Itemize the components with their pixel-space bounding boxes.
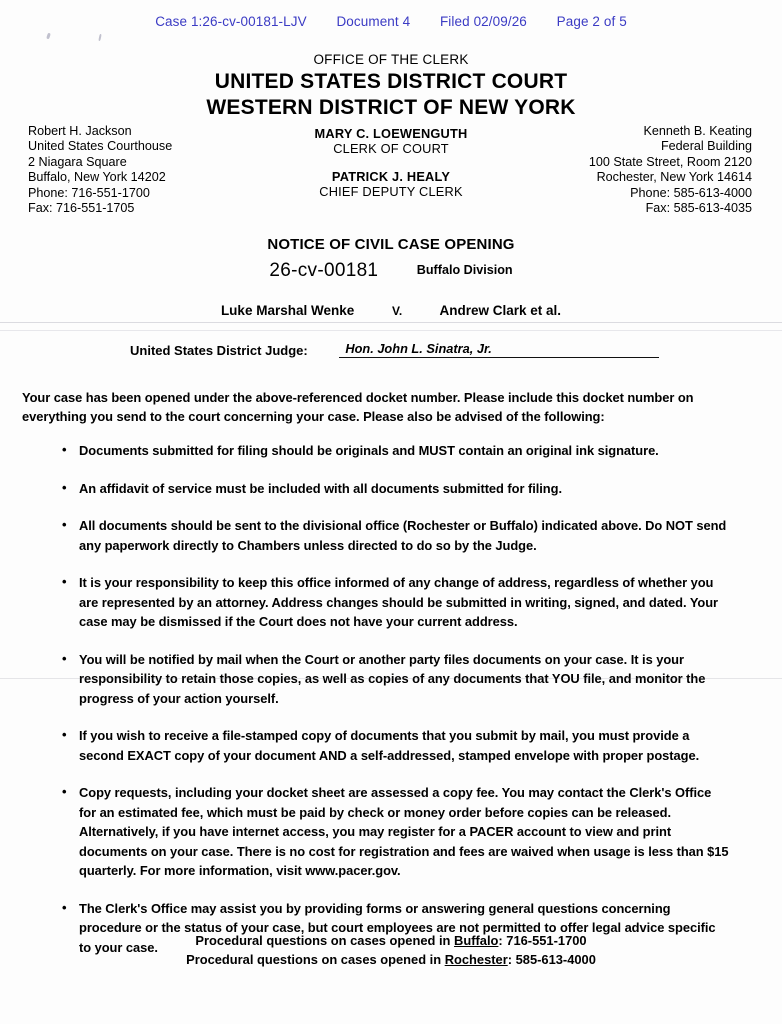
- footer-buffalo-suffix: : 716-551-1700: [498, 933, 587, 948]
- scan-artifact: [0, 678, 782, 679]
- list-item: • You will be notified by mail when the Court or another party files documents on your case. It is your responsibility to retain those copies, as well as copies of any documents that YOU file, and monitor the progress of your action yourself.: [62, 650, 730, 709]
- case-number: 26-cv-00181: [269, 260, 379, 281]
- ecf-header-stamp: [0, 14, 782, 29]
- list-item: • It is your responsibility to keep this office informed of any change of address, regardless of whether you are represented by an attorney. Address changes should be submitted in writing, signed, and dated. Your case may be dismissed if the Court does not have your current address.: [62, 573, 730, 632]
- list-item: • If you wish to receive a file-stamped copy of documents that you submit by mail, you must provide a second EXACT copy of your document AND a self-addressed, stamped envelope with proper postage.: [62, 726, 730, 765]
- buffalo-address-line-1: Robert H. Jackson: [28, 124, 132, 138]
- rochester-address-line-1: Kenneth B. Keating: [643, 124, 752, 138]
- judge-name: Hon. John L. Sinatra, Jr.: [345, 341, 492, 356]
- footer-buffalo-line: [0, 931, 782, 950]
- case-caption: [0, 303, 782, 318]
- list-item: • Documents submitted for filing should be originals and MUST contain an original ink signature.: [62, 441, 730, 461]
- rochester-address-line-2: Federal Building: [660, 139, 752, 154]
- footer-buffalo-prefix: Procedural questions on cases opened in: [195, 933, 455, 948]
- rochester-address-block: [589, 124, 752, 216]
- defendant-name: Andrew Clark et al.: [439, 303, 562, 318]
- clerk-name: MARY C. LOEWENGUTH: [314, 126, 468, 141]
- scan-artifact: [98, 34, 101, 41]
- judge-label: United States District Judge:: [130, 343, 308, 358]
- division-label: Buffalo Division: [416, 263, 513, 277]
- rochester-fax: Fax: 585-613-4035: [645, 201, 752, 216]
- court-name-line-1: UNITED STATES DISTRICT COURT: [214, 70, 568, 93]
- ecf-case-number: Case 1:26-cv-00181-LJV: [155, 14, 307, 29]
- footer-rochester-line: [0, 950, 782, 969]
- versus-label: V.: [392, 304, 403, 318]
- scan-artifact: [0, 322, 782, 323]
- buffalo-address-line-2: United States Courthouse: [28, 139, 173, 154]
- notice-title: NOTICE OF CIVIL CASE OPENING: [267, 236, 515, 253]
- instructions-list: [62, 441, 730, 975]
- rochester-address-line-3: 100 State Street, Room 2120: [588, 154, 752, 169]
- ecf-document-number: Document 4: [336, 14, 411, 29]
- footer-rochester-suffix: : 585-613-4000: [507, 952, 596, 967]
- footer-buffalo-city: Buffalo: [454, 933, 499, 948]
- buffalo-fax: Fax: 716-551-1705: [28, 201, 135, 216]
- judge-name-field: [339, 341, 659, 358]
- footer-rochester-prefix: Procedural questions on cases opened in: [186, 952, 445, 967]
- chief-deputy-clerk-title: CHIEF DEPUTY CLERK: [319, 184, 463, 199]
- intro-paragraph: Your case has been opened under the above-referenced docket number. Please include this docket number on everything you send to the court concerning your case. Please also be advised of the following:: [22, 390, 694, 424]
- rochester-phone: Phone: 585-613-4000: [630, 185, 752, 200]
- list-item: • Copy requests, including your docket sheet are assessed a copy fee. You may contact the Clerk's Office for an estimated fee, which must be paid by check or money order before copies can be released. Alternatively, if you have internet access, you may register for a PACER account to view and print documents on your case. There is no cost for registration and fees are waived when usage is less than $15 quarterly. For more information, visit www.pacer.gov.: [62, 783, 730, 881]
- buffalo-phone: Phone: 716-551-1700: [28, 185, 150, 200]
- scan-artifact: [0, 330, 782, 331]
- buffalo-address-line-3: 2 Niagara Square: [28, 154, 127, 169]
- list-item: • An affidavit of service must be included with all documents submitted for filing.: [62, 479, 730, 499]
- list-item: • The Clerk's Office may assist you by providing forms or answering general questions concerning procedure or the status of your case, but court employees are not permitted to offer legal advice specific to your case.: [62, 899, 730, 958]
- scan-artifact: [46, 33, 51, 40]
- case-number-row: [0, 260, 782, 282]
- assigned-judge-row: [130, 341, 660, 358]
- court-heading: [0, 52, 782, 119]
- clerk-title: CLERK OF COURT: [333, 141, 449, 156]
- address-band: [0, 124, 782, 220]
- buffalo-address-line-4: Buffalo, New York 14202: [28, 170, 166, 185]
- rochester-address-line-4: Rochester, New York 14614: [596, 170, 752, 185]
- court-name-line-2: WESTERN DISTRICT OF NEW YORK: [206, 95, 576, 119]
- plaintiff-name: Luke Marshal Wenke: [220, 303, 355, 318]
- ecf-filed-date: Filed 02/09/26: [439, 14, 527, 29]
- chief-deputy-clerk-name: PATRICK J. HEALY: [331, 169, 451, 184]
- list-item: • All documents should be sent to the divisional office (Rochester or Buffalo) indicated above. Do NOT send any paperwork directly to Chambers unless directed to do so by the Judge.: [62, 516, 730, 555]
- footer-rochester-city: Rochester: [444, 952, 508, 967]
- ecf-page-number: Page 2 of 5: [556, 14, 627, 29]
- procedural-questions-footer: [0, 931, 782, 969]
- office-of-the-clerk-label: OFFICE OF THE CLERK: [313, 52, 469, 67]
